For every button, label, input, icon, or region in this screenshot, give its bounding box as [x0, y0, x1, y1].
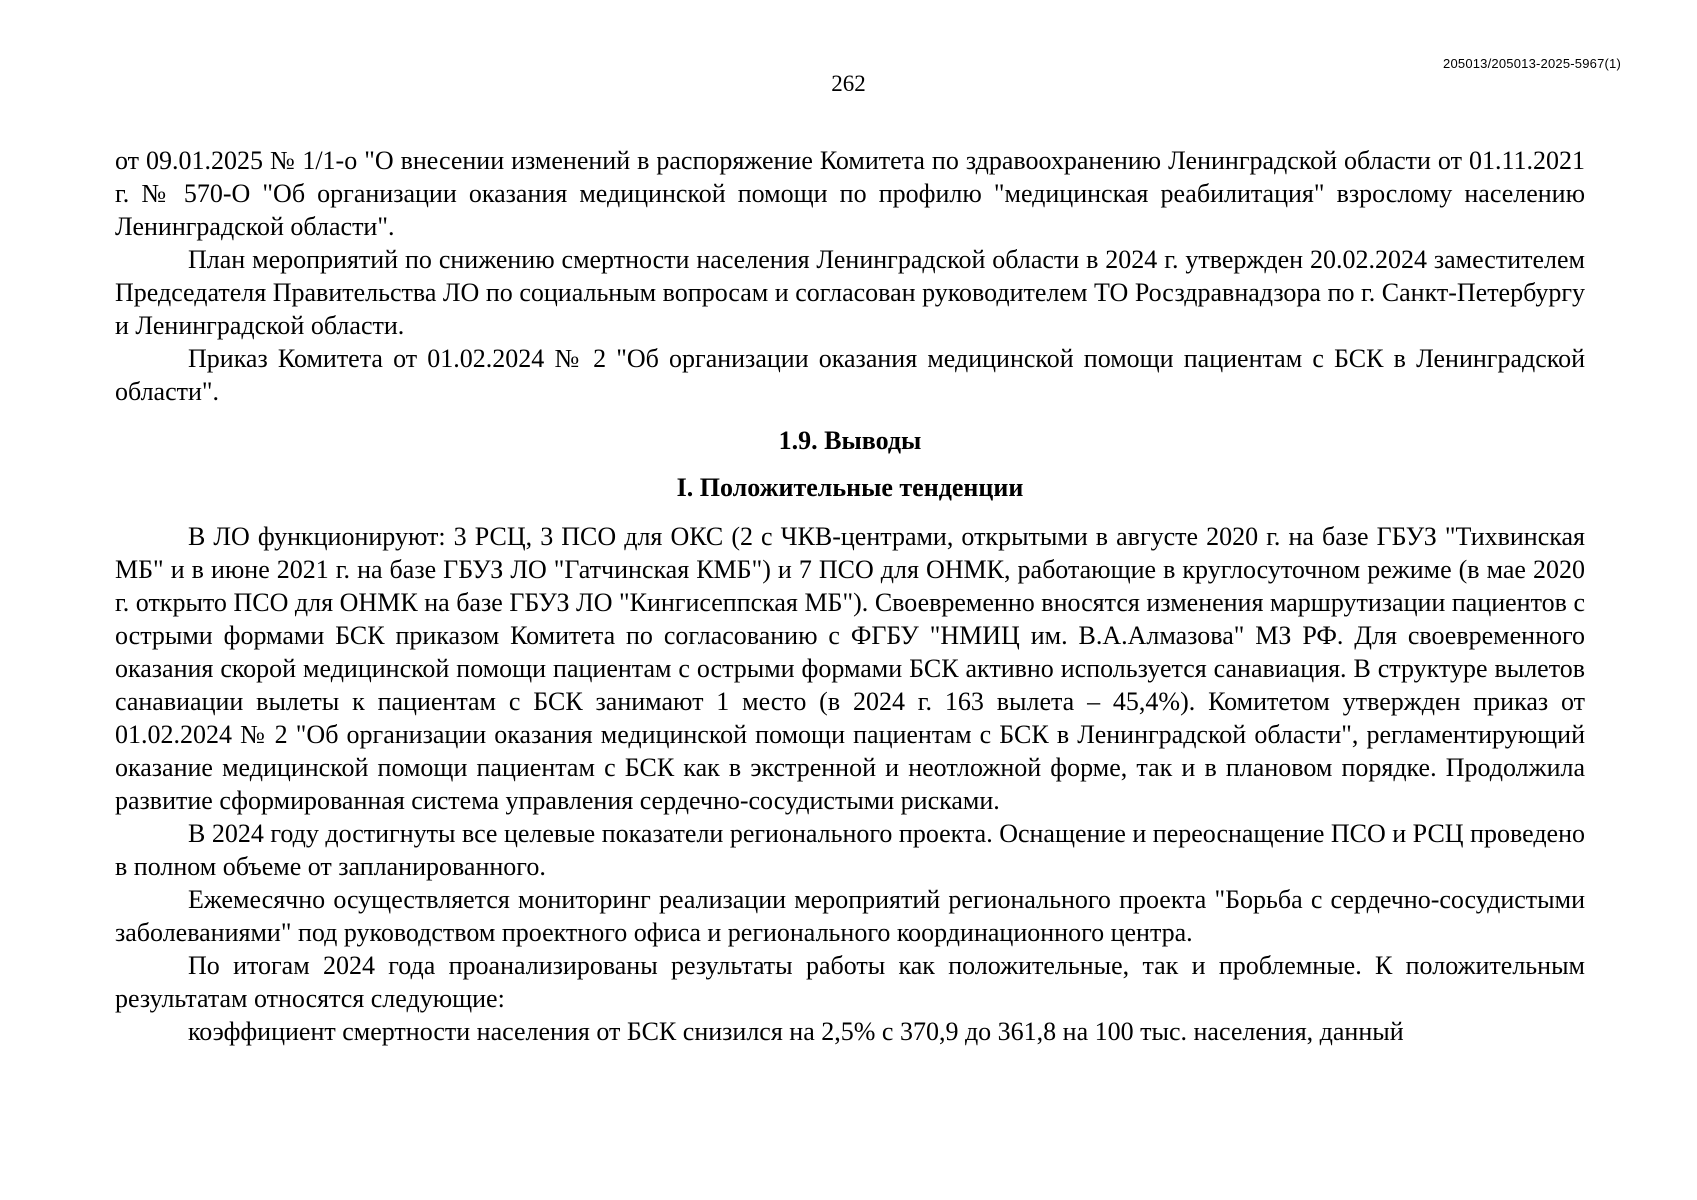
paragraph-centers: В ЛО функционируют: 3 РСЦ, 3 ПСО для ОКС (2 с ЧКВ-центрами, открытыми в августе 2020 г. на базе ГБУЗ "Тихвинская МБ" и в июне 2021 г. на базе ГБУЗ ЛО "Гатчинская КМБ") и 7 ПСО для ОНМК, работающие в круглосуточном режиме (в мае 2020 г. открыто ПСО для ОНМК на базе ГБУЗ ЛО "Кингисеппская МБ"). Своевременно вносятся изменения маршрутизации пациентов с острыми формами БСК приказом Комитета по согласованию с ФГБУ "НМИЦ им. В.А.Алмазова" МЗ РФ. Для своевременного оказания скорой медицинской помощи пациентам с острыми формами БСК активно используется санавиация. В структуре вылетов санавиации вылеты к пациентам с БСК занимают 1 место (в 2024 г. 163 вылета – 45,4%). Комитетом утвержден приказ от 01.02.2024 № 2 "Об организации оказания медицинской помощи пациентам с БСК в Ленинградской области", регламентирующий оказание медицинской помощи пациентам с БСК как в экстренной и неотложной форме, так и в плановом порядке. Продолжила развитие сформированная система управления сердечно-сосудистыми рисками. [115, 522, 1585, 815]
paragraph-committee-order: Приказ Комитета от 01.02.2024 № 2 "Об организации оказания медицинской помощи пациентам с БСК в Ленинградской области". [115, 344, 1585, 406]
document-body [115, 144, 1585, 1048]
paragraph-monitoring: Ежемесячно осуществляется мониторинг реализации мероприятий регионального проекта "Борьба с сердечно-сосудистыми заболеваниями" под руководством проектного офиса и регионального координационного центра. [115, 885, 1585, 947]
paragraph-results: По итогам 2024 года проанализированы результаты работы как положительные, так и проблемные. К положительным результатам относятся следующие: [115, 951, 1585, 1013]
page-number: 262 [831, 71, 866, 96]
paragraph-continuation: от 09.01.2025 № 1/1-о "О внесении изменений в распоряжение Комитета по здравоохранению Ленинградской области от 01.11.2021 г. № 570-О "Об организации оказания медицинской помощи по профилю "медицинская реабилитация" взрослому населению Ленинградской области". [115, 146, 1585, 241]
document-id: 205013/205013-2025-5967(1) [1443, 56, 1621, 71]
paragraph-mortality-coefficient: коэффициент смертности населения от БСК снизился на 2,5% с 370,9 до 361,8 на 100 тыс. населения, данный [188, 1017, 1404, 1046]
paragraph-targets: В 2024 году достигнуты все целевые показатели регионального проекта. Оснащение и переоснащение ПСО и РСЦ проведено в полном объеме от запланированного. [115, 819, 1585, 881]
paragraph-mortality-plan: План мероприятий по снижению смертности населения Ленинградской области в 2024 г. утвержден 20.02.2024 заместителем Председателя Правительства ЛО по социальным вопросам и согласован руководителем ТО Росздравнадзора по г. Санкт-Петербургу и Ленинградской области. [115, 245, 1585, 340]
section-heading: 1.9. Выводы [778, 426, 922, 455]
subsection-heading: I. Положительные тенденции [676, 473, 1024, 502]
